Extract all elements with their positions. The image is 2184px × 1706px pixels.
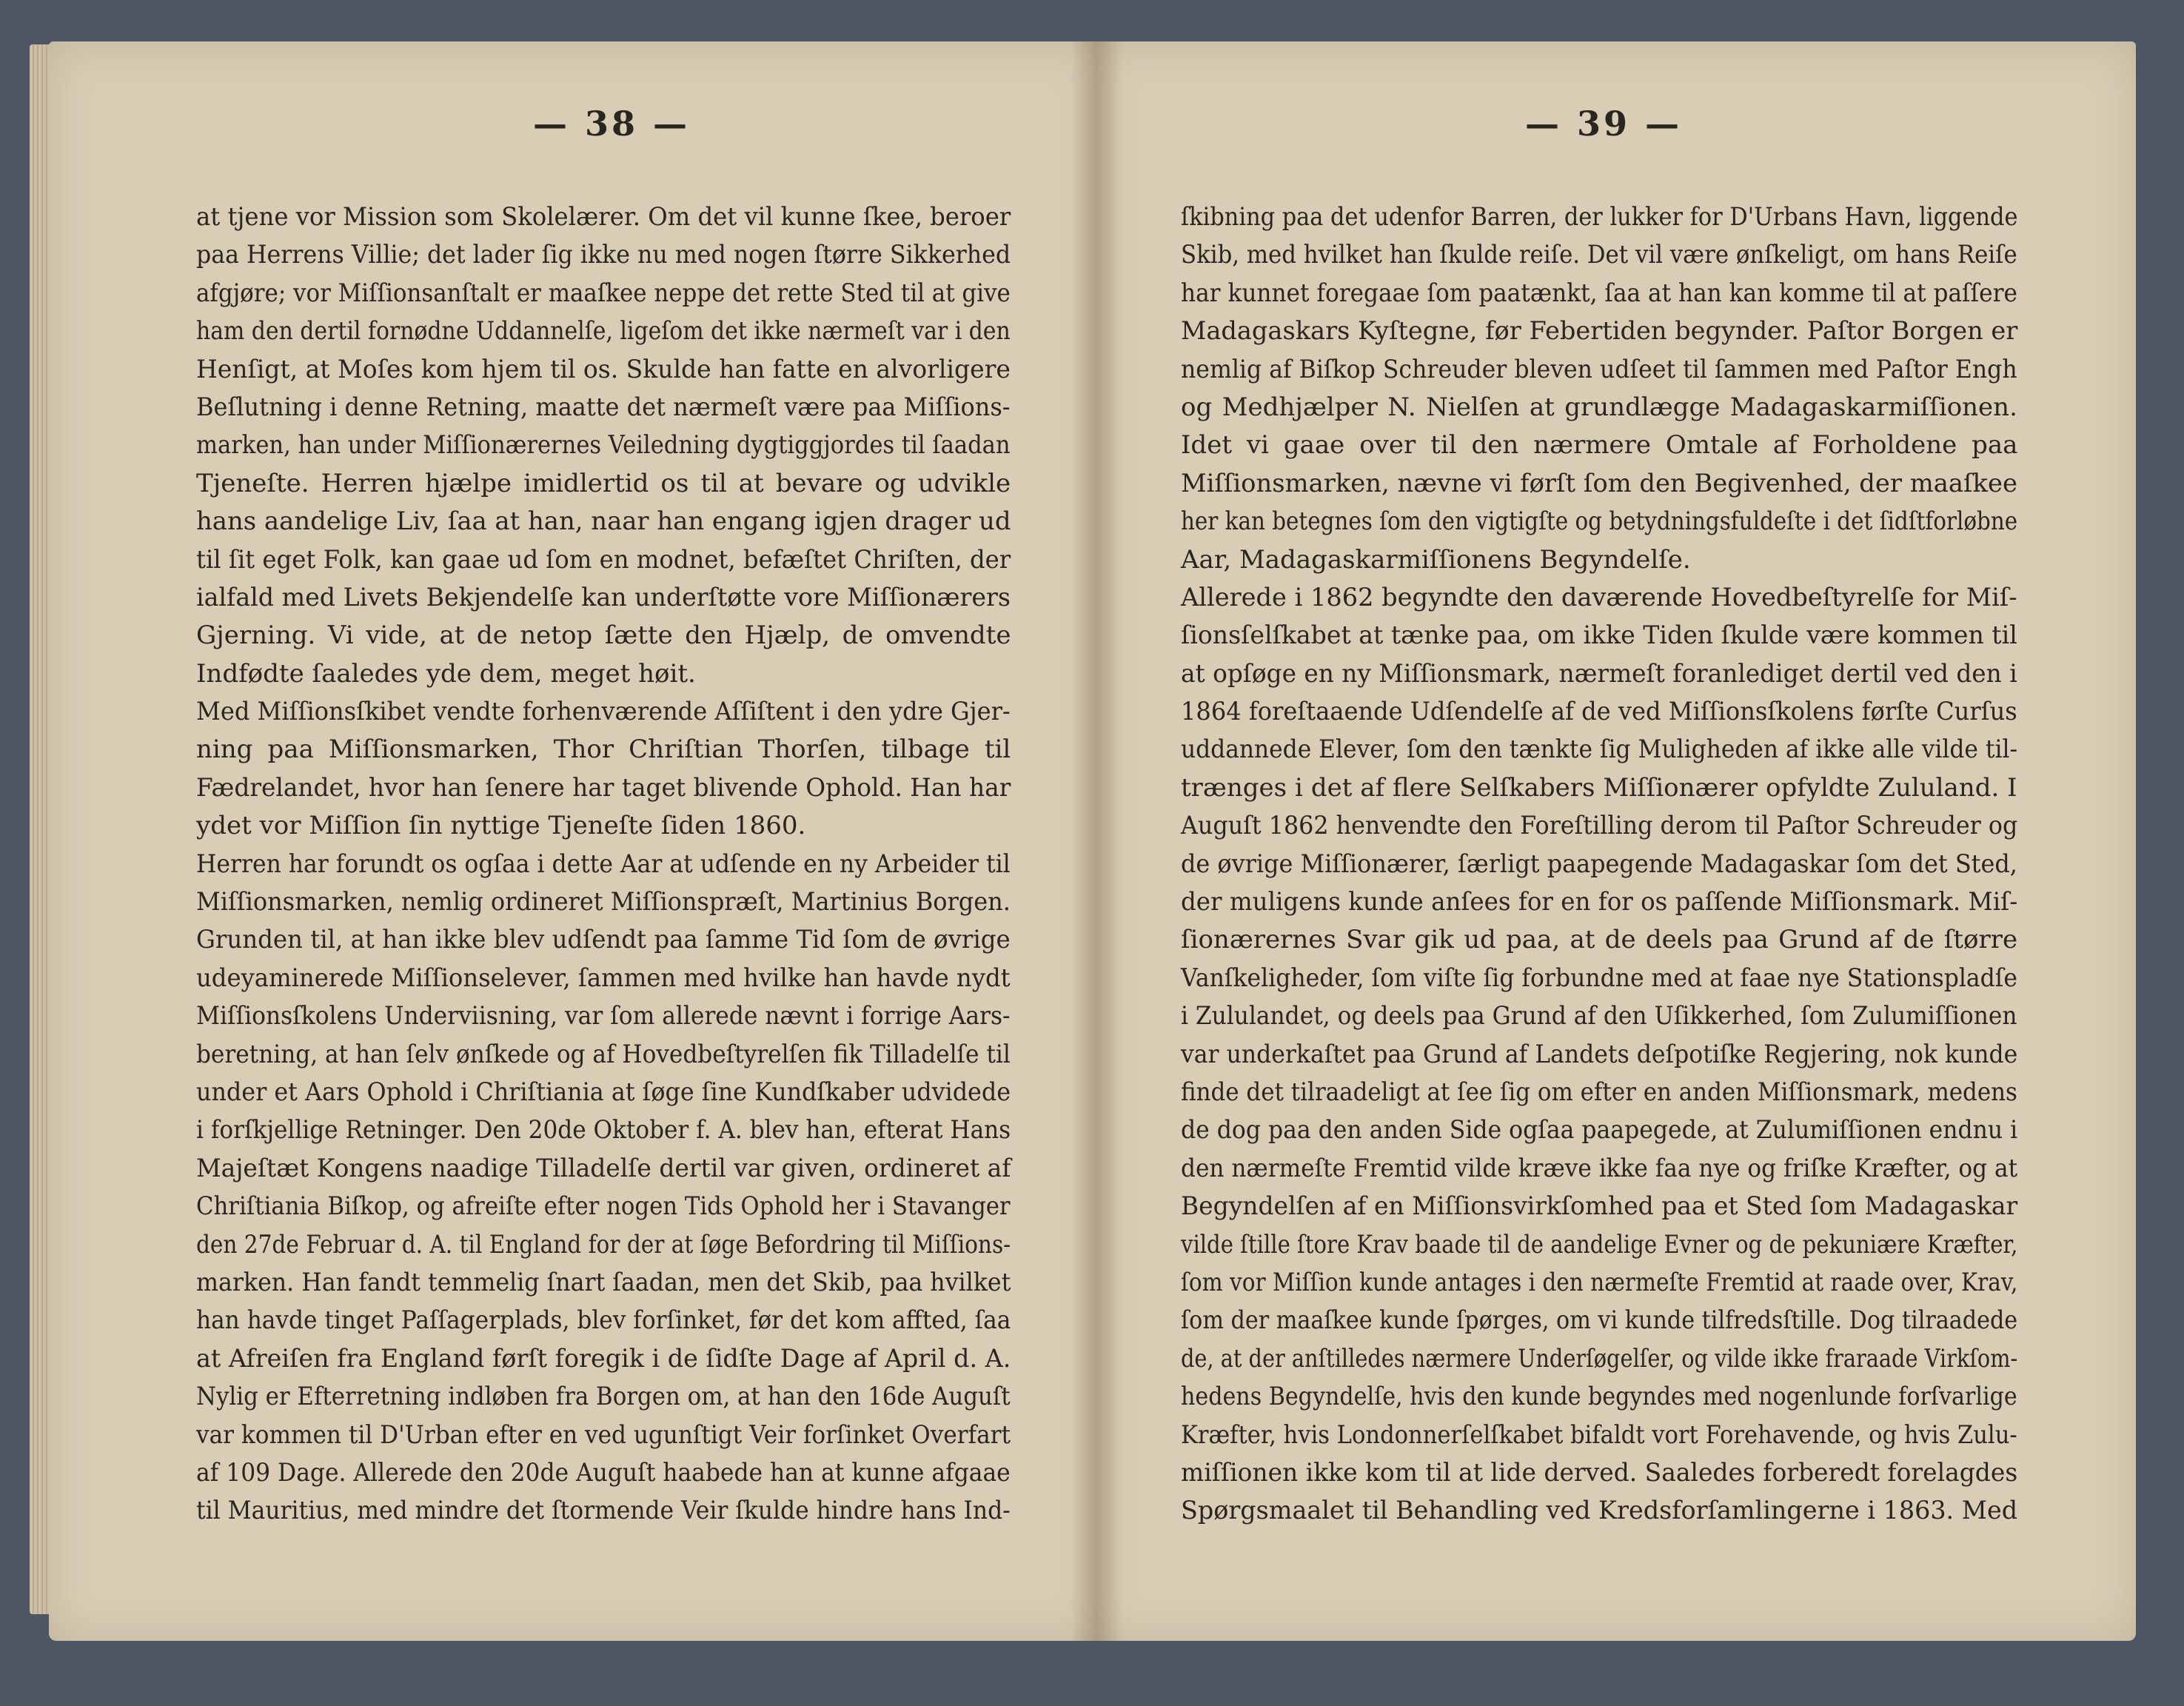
text-line: har kunnet foregaae ſom paatænkt, ſaa at han kan komme til at paſſere (1181, 278, 2017, 308)
text-line: ſom der maaſkee kunde ſpørges, om vi kunde tilfredsſtille. Dog tilraadede (1181, 1305, 2018, 1336)
text-line: Skib, med hvilket han ſkulde reiſe. Det vil være ønſkeligt, om hans Reiſe (1181, 240, 2017, 270)
text-line: beretning, at han ſelv ønſkede og af Hovedbeſtyrelſen fik Tilladelſe til (196, 1039, 1011, 1069)
text-line: til Mauritius, med mindre det ſtormende Veir ſkulde hindre hans Ind- (196, 1496, 1011, 1526)
text-line: her kan betegnes ſom den vigtigſte og betydningsfuldeſte i det ſidſtforløbne (1181, 506, 2018, 537)
text-line: ydet vor Miſſion ſin nyttige Tjeneſte ſiden 1860. (196, 811, 806, 841)
text-line: ning paa Miſſionsmarken, Thor Chriſtian Thorſen, tilbage til (196, 735, 1011, 765)
left-page-text (196, 198, 1011, 1531)
text-line: til ſit eget Folk, kan gaae ud ſom en modnet, befæſtet Chriſten, der (196, 544, 1011, 575)
right-page-number: — 39 — (1525, 104, 1683, 144)
text-line: Gjerning. Vi vide, at de netop ſætte den Hjælp, de omvendte (196, 620, 1011, 651)
text-line: ſionærernes Svar gik ud paa, at de deels paa Grund af de ſtørre (1181, 925, 2018, 955)
text-line: trænges i det af flere Selſkabers Miſſionærer opfyldte Zululand. I (1181, 772, 2017, 803)
text-line: ſom vor Miſſion kunde antages i den nærmeſte Fremtid at raade over, Krav, (1181, 1267, 2018, 1297)
text-line: der muligens kunde anſees for en for os paſſende Miſſionsmark. Miſ- (1181, 887, 2018, 917)
right-page-text (1181, 198, 2017, 1531)
text-line: de dog paa den anden Side ogſaa paapegede, at Zulumiſſionen endnu i (1181, 1115, 2018, 1145)
text-line: Kræfter, hvis Londonnerſelſkabet bifaldt vort Forehavende, og hvis Zulu- (1181, 1419, 2017, 1450)
text-line: Allerede i 1862 begyndte den daværende Hovedbeſtyrelſe for Miſ- (1181, 582, 2017, 612)
text-line: Miſſionsmarken, nemlig ordineret Miſſionspræſt, Martinius Borgen. (196, 887, 1011, 917)
text-line: uddannede Elever, ſom den tænkte ſig Muligheden af ikke alle vilde til- (1181, 735, 2018, 765)
text-line: paa Herrens Villie; det lader ſig ikke nu med nogen ſtørre Sikkerhed (196, 240, 1011, 270)
text-line: under et Aars Ophold i Chriſtiania at ſøge ſine Kundſkaber udvidede (196, 1077, 1011, 1107)
text-line: Indfødte ſaaledes yde dem, meget høit. (196, 658, 696, 689)
text-line: Miſſionsſkolens Underviisning, var ſom allerede nævnt i forrige Aars- (196, 1001, 1011, 1031)
text-line: at Afreiſen fra England førſt foregik i de ſidſte Dage af April d. A. (196, 1343, 1011, 1374)
text-line: at opſøge en ny Miſſionsmark, nærmeſt foranlediget dertil ved den i (1181, 658, 2017, 689)
text-line: miſſionen ikke kom til at lide derved. Saaledes forberedt forelagdes (1181, 1457, 2018, 1488)
left-page-number: — 38 — (533, 104, 691, 144)
text-line: Med Miſſionsſkibet vendte forhenværende Aſſiſtent i den ydre Gjer- (196, 697, 1011, 727)
book-gutter (1071, 41, 1122, 1641)
text-line: marken, han under Miſſionærernes Veiledning dygtiggjordes til ſaadan (196, 430, 1011, 461)
text-line: var underkaſtet paa Grund af Landets deſpotiſke Regjering, nok kunde (1181, 1039, 2018, 1069)
text-line: ſionsſelſkabet at tænke paa, om ikke Tiden ſkulde være kommen til (1181, 620, 2017, 651)
text-line: den nærmeſte Fremtid vilde kræve ikke faa nye og friſke Kræfter, og at (1181, 1153, 2018, 1183)
text-line: Fædrelandet, hvor han ſenere har taget blivende Ophold. Han har (196, 772, 1011, 803)
text-line: af 109 Dage. Allerede den 20de Auguſt haabede han at kunne afgaae (196, 1457, 1011, 1488)
text-line: ialfald med Livets Bekjendelſe kan underſtøtte vore Miſſionærers (196, 582, 1011, 612)
text-line: ſkibning paa det udenfor Barren, der lukker for D'Urbans Havn, liggende (1181, 202, 2018, 232)
text-line: Beſlutning i denne Retning, maatte det nærmeſt være paa Miſſions- (196, 392, 1011, 422)
text-line: finde det tilraadeligt at ſee ſig om efter en anden Miſſionsmark, medens (1181, 1077, 2017, 1107)
text-line: afgjøre; vor Miſſionsanſtalt er maaſkee neppe det rette Sted til at give (196, 278, 1011, 308)
text-line: Tjeneſte. Herren hjælpe imidlertid os til at bevare og udvikle (196, 468, 1011, 498)
text-line: Herren har forundt os ogſaa i dette Aar at udſende en ny Arbeider til (196, 849, 1011, 879)
text-line: nemlig af Biſkop Schreuder bleven udſeet til ſammen med Paſtor Engh (1181, 354, 2017, 384)
text-line: 1864 foreſtaaende Udſendelſe af de ved Miſſionsſkolens førſte Curſus (1181, 697, 2017, 727)
text-line: Idet vi gaae over til den nærmere Omtale af Forholdene paa (1181, 430, 2018, 461)
text-line: hedens Begyndelſe, hvis den kunde begyndes med nogenlunde forſvarlige (1181, 1382, 2017, 1412)
text-line: Miſſionsmarken, nævne vi førſt ſom den Begivenhed, der maaſkee (1181, 468, 2017, 498)
text-line: Grunden til, at han ikke blev udſendt paa ſamme Tid ſom de øvrige (196, 925, 1011, 955)
text-line: den 27de Februar d. A. til England for der at ſøge Befordring til Miſſions- (196, 1229, 1011, 1260)
text-line: Auguſt 1862 henvendte den Foreſtilling derom til Paſtor Schreuder og (1181, 811, 2018, 841)
text-line: Majeſtæt Kongens naadige Tilladelſe dertil var given, ordineret af (196, 1153, 1011, 1183)
text-line: Madagaskars Kyſtegne, før Febertiden begynder. Paſtor Borgen er (1181, 316, 2018, 347)
text-line: ham den dertil fornødne Uddannelſe, ligeſom det ikke nærmeſt var i den (196, 316, 1011, 347)
text-line: han havde tinget Paſſagerplads, blev forſinket, før det kom affted, ſaa (196, 1305, 1011, 1336)
text-line: Chriſtiania Biſkop, og afreiſte efter nogen Tids Ophold her i Stavanger (196, 1191, 1011, 1222)
text-line: Spørgsmaalet til Behandling ved Kredsforſamlingerne i 1863. Med (1181, 1496, 2018, 1526)
text-line: udeyaminerede Miſſionselever, ſammen med hvilke han havde nydt (196, 963, 1011, 993)
text-line: marken. Han fandt temmelig ſnart ſaadan, men det Skib, paa hvilket (196, 1267, 1011, 1297)
text-line: Aar, Madagaskarmiſſionens Begyndelſe. (1181, 544, 1691, 575)
text-line: Nylig er Efterretning indløben fra Borgen om, at han den 16de Auguſt (196, 1382, 1011, 1412)
text-line: vilde ſtille ſtore Krav baade til de aandelige Evner og de pekuniære Kræfter, (1181, 1229, 2018, 1260)
text-line: Begyndelſen af en Miſſionsvirkſomhed paa et Sted ſom Madagaskar (1181, 1191, 2018, 1222)
text-line: de, at der anſtilledes nærmere Underſøgelſer, og vilde ikke fraraade Virkſom- (1181, 1343, 2018, 1374)
text-line: og Medhjælper N. Nielſen at grundlægge Madagaskarmiſſionen. (1181, 392, 2017, 422)
text-line: hans aandelige Liv, ſaa at han, naar han engang igjen drager ud (196, 506, 1011, 537)
text-line: Henſigt, at Moſes kom hjem til os. Skulde han fatte en alvorligere (196, 354, 1011, 384)
text-line: Vanſkeligheder, ſom viſte ſig forbundne med at faae nye Stationspladſe (1181, 963, 2018, 993)
text-line: i forſkjellige Retninger. Den 20de Oktober f. A. blev han, efterat Hans (196, 1115, 1011, 1145)
text-line: var kommen til D'Urban efter en ved ugunſtigt Veir forſinket Overfart (196, 1419, 1011, 1450)
text-line: i Zululandet, og deels paa Grund af den Uſikkerhed, ſom Zulumiſſionen (1181, 1001, 2017, 1031)
text-line: at tjene vor Mission som Skolelærer. Om det vil kunne ſkee, beroer (196, 202, 1011, 232)
text-line: de øvrige Miſſionærer, ſærligt paapegende Madagaskar ſom det Sted, (1181, 849, 2017, 879)
